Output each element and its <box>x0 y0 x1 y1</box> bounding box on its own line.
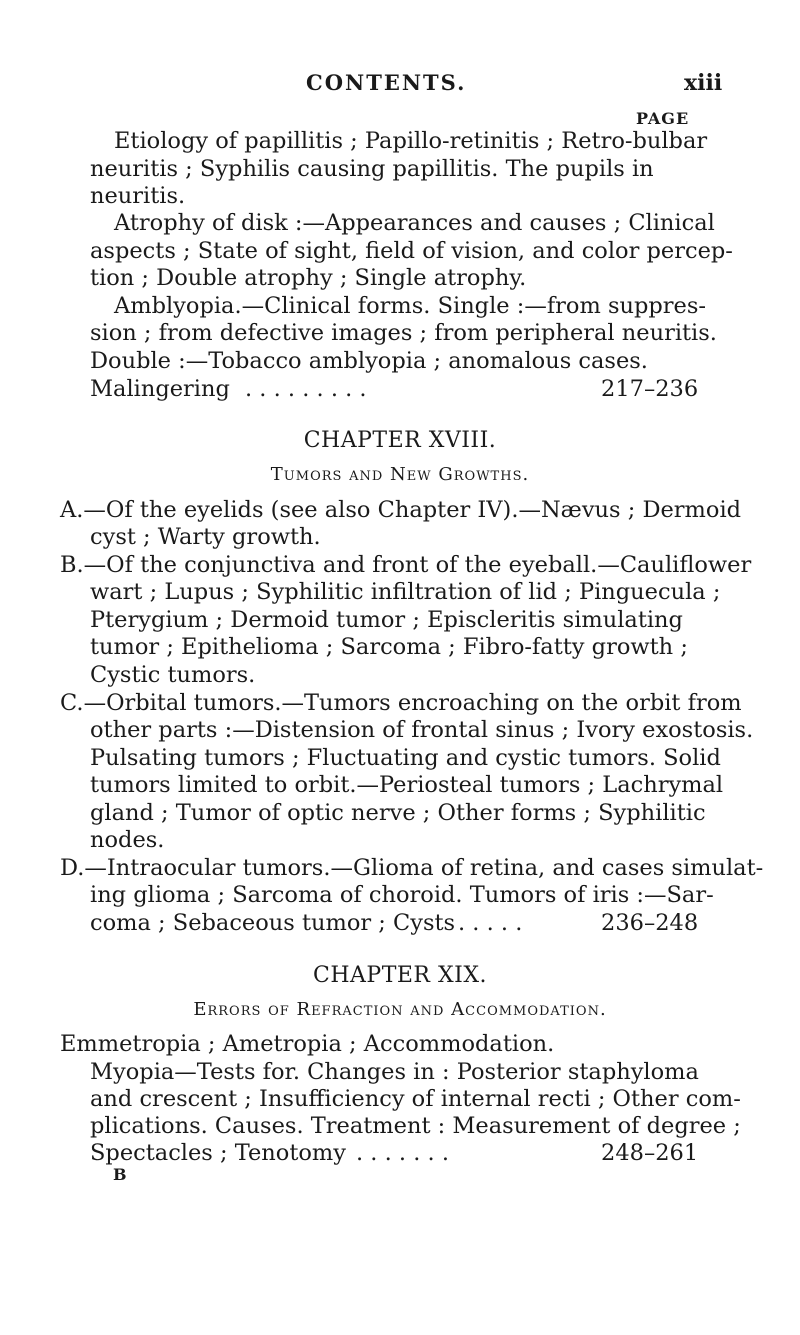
toc-line: B.—Of the conjunctiva and front of the eyeball.—Cauliflower <box>60 551 752 578</box>
toc-line: aspects ; State of sight, field of vision, and color percep- <box>90 237 733 264</box>
dot-leader: . . . . . . . . . <box>245 375 367 402</box>
toc-line: cyst ; Warty growth. <box>90 524 321 551</box>
toc-line: Cystic tumors. <box>90 661 256 688</box>
toc-line: ing glioma ; Sarcoma of choroid. Tumors of iris :—Sar- <box>90 882 714 909</box>
page-range: 248–261 <box>601 1140 699 1166</box>
running-head-title: CONTENTS. <box>306 70 467 96</box>
dot-leader: . . . . . . . <box>356 1140 449 1166</box>
toc-line: and crescent ; Insufficiency of internal recti ; Other com- <box>90 1086 741 1112</box>
chapter-subheading: Errors of Refraction and Accommodation. <box>193 999 607 1021</box>
signature-mark: B <box>113 1165 127 1184</box>
toc-line: Atrophy of disk :—Appearances and causes ; Clinical <box>114 210 715 237</box>
toc-line: nodes. <box>90 827 165 854</box>
page-column-label: PAGE <box>636 109 690 129</box>
toc-line: Pulsating tumors ; Fluctuating and cystic tumors. Solid <box>90 744 721 771</box>
toc-line: Etiology of papillitis ; Papillo-retinitis ; Retro-bulbar <box>114 128 708 155</box>
toc-line: plications. Causes. Treatment : Measurement of degree ; <box>90 1113 741 1139</box>
chapter-subheading: Tumors and New Growths. <box>270 464 530 486</box>
toc-line: Emmetropia ; Ametropia ; Accommodation. <box>60 1031 555 1058</box>
chapter-heading: CHAPTER XIX. <box>312 962 487 988</box>
toc-entry-with-pages: coma ; Sebaceous tumor ; Cysts . . . . . 236–248 <box>0 906 800 940</box>
page-number: xiii <box>684 70 723 97</box>
toc-line: tumors limited to orbit.—Periosteal tumors ; Lachrymal <box>90 772 724 799</box>
toc-entry-with-pages: Malingering . . . . . . . . . 217–236 <box>0 372 800 406</box>
toc-line: Myopia—Tests for. Changes in : Posterior staphyloma <box>90 1058 699 1085</box>
toc-line: C.—Orbital tumors.—Tumors encroaching on the orbit from <box>60 689 742 716</box>
toc-line: tion ; Double atrophy ; Single atrophy. <box>90 265 527 292</box>
dot-leader: . . . . . <box>458 909 523 936</box>
toc-line: tumor ; Epithelioma ; Sarcoma ; Fibro-fatty growth ; <box>90 634 688 661</box>
toc-line: wart ; Lupus ; Syphilitic infiltration of lid ; Pinguecula ; <box>90 579 721 606</box>
running-head <box>0 70 800 100</box>
toc-line: neuritis ; Syphilis causing papillitis. The pupils in <box>90 155 654 182</box>
toc-line: Double :—Tobacco amblyopia ; anomalous cases. <box>90 348 648 375</box>
toc-line: Amblyopia.—Clinical forms. Single :—from suppres- <box>114 292 707 319</box>
toc-entry-with-pages: Spectacles ; Tenotomy . . . . . . . 248–261 <box>0 1136 800 1170</box>
page-range: 217–236 <box>601 375 699 402</box>
toc-line: A.—Of the eyelids (see also Chapter IV).—Nævus ; Dermoid <box>60 496 742 523</box>
toc-line: Pterygium ; Dermoid tumor ; Episcleritis simulating <box>90 606 683 633</box>
chapter-heading: CHAPTER XVIII. <box>303 427 497 453</box>
toc-line: neuritis. <box>90 182 186 209</box>
page-range: 236–248 <box>601 909 699 936</box>
toc-line: sion ; from defective images ; from peripheral neuritis. <box>90 320 717 347</box>
toc-line: gland ; Tumor of optic nerve ; Other forms ; Syphilitic <box>90 799 706 826</box>
toc-line: D.—Intraocular tumors.—Glioma of retina, and cases simulat- <box>60 854 764 881</box>
toc-line: other parts :—Distension of frontal sinus ; Ivory exostosis. <box>90 717 754 744</box>
